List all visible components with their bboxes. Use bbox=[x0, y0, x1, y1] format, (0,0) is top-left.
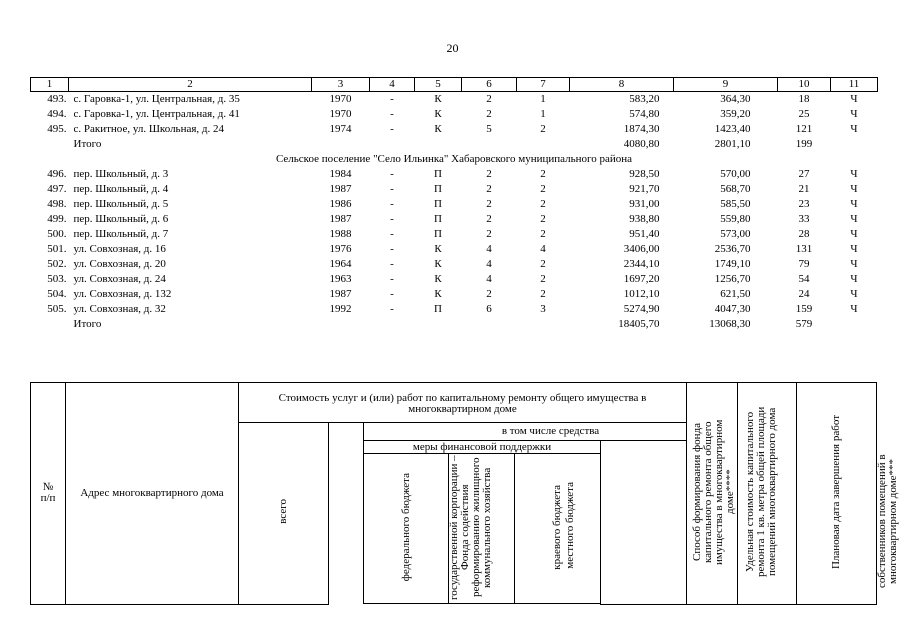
column-number-11: 11 bbox=[831, 78, 878, 92]
row-material: П bbox=[434, 168, 442, 180]
section-title: Сельское поселение "Село Ильинка" Хабаровского муниципального района bbox=[275, 153, 633, 165]
row-floors: 2 bbox=[486, 93, 492, 105]
row-residents: 18 bbox=[798, 93, 810, 105]
deadline-header: Плановая дата завершения работ bbox=[797, 383, 877, 605]
row-floors: 4 bbox=[486, 243, 492, 255]
row-col4: - bbox=[390, 228, 394, 240]
row-floors: 2 bbox=[486, 108, 492, 120]
row-material: П bbox=[434, 198, 442, 210]
row-col4: - bbox=[390, 273, 394, 285]
row-number: 494. bbox=[47, 108, 67, 120]
row-residents: 24 bbox=[798, 288, 810, 300]
housing-table-body bbox=[31, 78, 878, 333]
row-floors: 2 bbox=[486, 228, 492, 240]
row-floors: 2 bbox=[486, 198, 492, 210]
row-total-area: 938,80 bbox=[629, 213, 660, 225]
row-number: 497. bbox=[47, 183, 67, 195]
row-floors: 4 bbox=[486, 258, 492, 270]
row-address: ул. Совхозная, д. 24 bbox=[73, 273, 166, 285]
row-col11: Ч bbox=[850, 228, 858, 240]
row-total-area: 1697,20 bbox=[623, 273, 660, 285]
table-row bbox=[31, 242, 878, 257]
total-label: Итого bbox=[73, 318, 102, 330]
table-row bbox=[31, 107, 878, 122]
column-number-header: № п/п bbox=[31, 383, 66, 605]
row-floors: 2 bbox=[486, 288, 492, 300]
total-empty bbox=[517, 317, 570, 332]
row-number: 493. bbox=[47, 93, 67, 105]
support-header: меры финансовой поддержки bbox=[364, 441, 601, 454]
row-entrances: 2 bbox=[540, 168, 546, 180]
row-floors: 2 bbox=[486, 183, 492, 195]
row-year: 1986 bbox=[329, 198, 352, 210]
total-row bbox=[31, 317, 878, 332]
row-floors: 6 bbox=[486, 303, 492, 315]
row-total-area: 5274,90 bbox=[623, 303, 660, 315]
row-number: 499. bbox=[47, 213, 67, 225]
total-living: 2801,10 bbox=[714, 138, 751, 150]
row-living-area: 621,50 bbox=[720, 288, 751, 300]
row-col11: Ч bbox=[850, 273, 858, 285]
row-year: 1984 bbox=[329, 168, 352, 180]
total-area: 18405,70 bbox=[618, 318, 660, 330]
row-year: 1976 bbox=[329, 243, 352, 255]
row-address: пер. Школьный, д. 4 bbox=[73, 183, 169, 195]
including-header: в том числе средства bbox=[364, 423, 738, 441]
row-entrances: 2 bbox=[540, 213, 546, 225]
row-material: П bbox=[434, 228, 442, 240]
fund-header: государственной корпорации – Фонда содействия реформированию жилищного коммунального хозяйства bbox=[449, 454, 515, 604]
column-number-10: 10 bbox=[778, 78, 831, 92]
row-living-area: 1749,10 bbox=[714, 258, 751, 270]
row-entrances: 2 bbox=[540, 288, 546, 300]
row-total-area: 928,50 bbox=[629, 168, 660, 180]
row-year: 1992 bbox=[329, 303, 352, 315]
including-spacer bbox=[329, 423, 364, 605]
total-residents: 199 bbox=[795, 138, 813, 150]
row-address: с. Ракитное, ул. Школьная, д. 24 bbox=[73, 123, 224, 135]
total-empty bbox=[462, 137, 517, 152]
row-material: П bbox=[434, 213, 442, 225]
row-floors: 5 bbox=[486, 123, 492, 135]
row-year: 1970 bbox=[329, 93, 352, 105]
row-col11: Ч bbox=[850, 93, 858, 105]
row-living-area: 568,70 bbox=[720, 183, 751, 195]
housing-table bbox=[30, 77, 878, 332]
row-year: 1964 bbox=[329, 258, 352, 270]
row-entrances: 2 bbox=[540, 228, 546, 240]
row-col4: - bbox=[390, 213, 394, 225]
table-row bbox=[31, 212, 878, 227]
row-living-area: 585,50 bbox=[720, 198, 751, 210]
total-empty bbox=[415, 317, 462, 332]
row-entrances: 2 bbox=[540, 273, 546, 285]
total-label: Итого bbox=[73, 138, 102, 150]
column-address-header: Адрес многоквартирного дома bbox=[66, 383, 239, 605]
row-number: 503. bbox=[47, 273, 67, 285]
row-residents: 25 bbox=[798, 108, 810, 120]
row-living-area: 359,20 bbox=[720, 108, 751, 120]
row-entrances: 2 bbox=[540, 183, 546, 195]
total-living: 13068,30 bbox=[709, 318, 751, 330]
total-residents: 579 bbox=[795, 318, 813, 330]
row-address: пер. Школьный, д. 3 bbox=[73, 168, 169, 180]
total-empty bbox=[831, 317, 878, 332]
row-col11: Ч bbox=[850, 123, 858, 135]
row-material: К bbox=[434, 93, 442, 105]
column-number-2: 2 bbox=[69, 78, 312, 92]
local-budget-label: местного бюджета bbox=[563, 481, 576, 569]
row-col11: Ч bbox=[850, 198, 858, 210]
row-col11: Ч bbox=[850, 303, 858, 315]
row-residents: 28 bbox=[798, 228, 810, 240]
row-col11: Ч bbox=[850, 108, 858, 120]
row-material: К bbox=[434, 123, 442, 135]
row-material: П bbox=[434, 183, 442, 195]
local-spacer bbox=[601, 441, 687, 605]
table-row bbox=[31, 227, 878, 242]
table-row bbox=[31, 167, 878, 182]
column-number-3: 3 bbox=[312, 78, 370, 92]
row-address: ул. Совхозная, д. 20 bbox=[73, 258, 166, 270]
row-year: 1974 bbox=[329, 123, 352, 135]
total-empty bbox=[370, 137, 415, 152]
row-residents: 27 bbox=[798, 168, 810, 180]
row-living-area: 4047,30 bbox=[714, 303, 751, 315]
row-total-area: 1012,10 bbox=[623, 288, 660, 300]
row-residents: 79 bbox=[798, 258, 810, 270]
total-row bbox=[31, 137, 878, 152]
column-number-1: 1 bbox=[31, 78, 69, 92]
row-col4: - bbox=[390, 288, 394, 300]
row-year: 1987 bbox=[329, 213, 352, 225]
row-material: К bbox=[434, 288, 442, 300]
row-total-area: 574,80 bbox=[629, 108, 660, 120]
row-col4: - bbox=[390, 243, 394, 255]
table-row bbox=[31, 257, 878, 272]
cost-header-table: № п/п Адрес многоквартирного дома Стоимость услуг и (или) работ по капитальному ремонту общего имущества в многоквартирном доме Способ формирования фонда капитального ремонта общего имущества в многоквартирном доме**** Удельная стоимость капитального ремонта 1 кв. метра общей площади помещений многоквартирного дома Плановая дата завершения работ всего в том числе средства меры финансовой поддержки собственников помещений в многоквартирном доме*** федерального бюджета государственной корпорации – Фонда содействия реформированию жилищного коммунального хозяйства краевого бюджета bbox=[30, 382, 877, 605]
row-number: 505. bbox=[47, 303, 67, 315]
row-col4: - bbox=[390, 303, 394, 315]
row-material: К bbox=[434, 273, 442, 285]
row-floors: 2 bbox=[486, 168, 492, 180]
row-total-area: 951,40 bbox=[629, 228, 660, 240]
row-material: К bbox=[434, 243, 442, 255]
table-row bbox=[31, 302, 878, 317]
row-address: ул. Совхозная, д. 16 bbox=[73, 243, 166, 255]
row-total-area: 931,00 bbox=[629, 198, 660, 210]
total-empty bbox=[462, 317, 517, 332]
row-floors: 4 bbox=[486, 273, 492, 285]
column-number-row bbox=[31, 78, 878, 92]
total-empty bbox=[312, 317, 370, 332]
row-year: 1987 bbox=[329, 183, 352, 195]
row-address: пер. Школьный, д. 6 bbox=[73, 213, 169, 225]
row-entrances: 4 bbox=[540, 243, 546, 255]
row-living-area: 573,00 bbox=[720, 228, 751, 240]
row-total-area: 583,20 bbox=[629, 93, 660, 105]
row-address: ул. Совхозная, д. 132 bbox=[73, 288, 172, 300]
row-number: 504. bbox=[47, 288, 67, 300]
row-year: 1988 bbox=[329, 228, 352, 240]
row-material: К bbox=[434, 108, 442, 120]
row-number: 502. bbox=[47, 258, 67, 270]
row-number: 495. bbox=[47, 123, 67, 135]
row-material: К bbox=[434, 258, 442, 270]
row-address: пер. Школьный, д. 7 bbox=[73, 228, 169, 240]
row-living-area: 364,30 bbox=[720, 93, 751, 105]
total-spacer bbox=[31, 137, 69, 152]
row-entrances: 1 bbox=[540, 108, 546, 120]
row-col4: - bbox=[390, 108, 394, 120]
total-header: всего bbox=[239, 423, 329, 605]
table-row bbox=[31, 122, 878, 137]
total-empty bbox=[517, 137, 570, 152]
row-residents: 54 bbox=[798, 273, 810, 285]
row-entrances: 3 bbox=[540, 303, 546, 315]
table-row bbox=[31, 287, 878, 302]
table-row bbox=[31, 92, 878, 108]
row-number: 496. bbox=[47, 168, 67, 180]
row-col4: - bbox=[390, 168, 394, 180]
row-address: с. Гаровка-1, ул. Центральная, д. 35 bbox=[73, 93, 240, 105]
section-row bbox=[31, 152, 878, 167]
row-year: 1970 bbox=[329, 108, 352, 120]
table-row bbox=[31, 182, 878, 197]
row-residents: 21 bbox=[798, 183, 810, 195]
row-entrances: 2 bbox=[540, 258, 546, 270]
row-total-area: 1874,30 bbox=[623, 123, 660, 135]
row-col4: - bbox=[390, 93, 394, 105]
table-row bbox=[31, 272, 878, 287]
row-entrances: 1 bbox=[540, 93, 546, 105]
column-number-8: 8 bbox=[570, 78, 674, 92]
row-residents: 131 bbox=[795, 243, 813, 255]
cost-header: Стоимость услуг и (или) работ по капитальному ремонту общего имущества в многоквартирном доме bbox=[239, 383, 687, 423]
column-number-4: 4 bbox=[370, 78, 415, 92]
row-entrances: 2 bbox=[540, 198, 546, 210]
row-total-area: 2344,10 bbox=[623, 258, 660, 270]
row-entrances: 2 bbox=[540, 123, 546, 135]
total-empty bbox=[370, 317, 415, 332]
row-living-area: 570,00 bbox=[720, 168, 751, 180]
column-number-6: 6 bbox=[462, 78, 517, 92]
total-empty bbox=[415, 137, 462, 152]
row-address: с. Гаровка-1, ул. Центральная, д. 41 bbox=[73, 108, 240, 120]
row-residents: 159 bbox=[795, 303, 813, 315]
row-residents: 121 bbox=[795, 123, 813, 135]
column-number-5: 5 bbox=[415, 78, 462, 92]
unit-cost-header: Удельная стоимость капитального ремонта 1 кв. метра общей площади помещений многоквартирного дома bbox=[738, 383, 797, 605]
row-col11: Ч bbox=[850, 183, 858, 195]
row-living-area: 559,80 bbox=[720, 213, 751, 225]
total-area: 4080,80 bbox=[623, 138, 660, 150]
regional-header: краевого бюджета bbox=[515, 454, 601, 604]
formation-method-header: Способ формирования фонда капитального ремонта общего имущества в многоквартирном доме**** bbox=[687, 383, 738, 605]
row-living-area: 2536,70 bbox=[714, 243, 751, 255]
row-year: 1963 bbox=[329, 273, 352, 285]
row-living-area: 1423,40 bbox=[714, 123, 751, 135]
row-col4: - bbox=[390, 123, 394, 135]
row-number: 498. bbox=[47, 198, 67, 210]
row-col11: Ч bbox=[850, 288, 858, 300]
total-empty bbox=[831, 137, 878, 152]
row-living-area: 1256,70 bbox=[714, 273, 751, 285]
row-address: ул. Совхозная, д. 32 bbox=[73, 303, 166, 315]
row-residents: 23 bbox=[798, 198, 810, 210]
page-number: 20 bbox=[446, 41, 459, 55]
row-total-area: 3406,00 bbox=[623, 243, 660, 255]
row-material: П bbox=[434, 303, 442, 315]
row-number: 501. bbox=[47, 243, 67, 255]
column-number-9: 9 bbox=[674, 78, 778, 92]
row-floors: 2 bbox=[486, 213, 492, 225]
row-col11: Ч bbox=[850, 243, 858, 255]
row-col4: - bbox=[390, 258, 394, 270]
row-col11: Ч bbox=[850, 213, 858, 225]
column-number-7: 7 bbox=[517, 78, 570, 92]
row-year: 1987 bbox=[329, 288, 352, 300]
row-col4: - bbox=[390, 198, 394, 210]
table-row bbox=[31, 197, 878, 212]
total-empty bbox=[312, 137, 370, 152]
row-total-area: 921,70 bbox=[629, 183, 660, 195]
row-col11: Ч bbox=[850, 168, 858, 180]
total-spacer bbox=[31, 317, 69, 332]
row-number: 500. bbox=[47, 228, 67, 240]
row-col11: Ч bbox=[850, 258, 858, 270]
row-address: пер. Школьный, д. 5 bbox=[73, 198, 169, 210]
federal-header: федерального бюджета bbox=[364, 454, 449, 604]
row-residents: 33 bbox=[798, 213, 810, 225]
row-col4: - bbox=[390, 183, 394, 195]
